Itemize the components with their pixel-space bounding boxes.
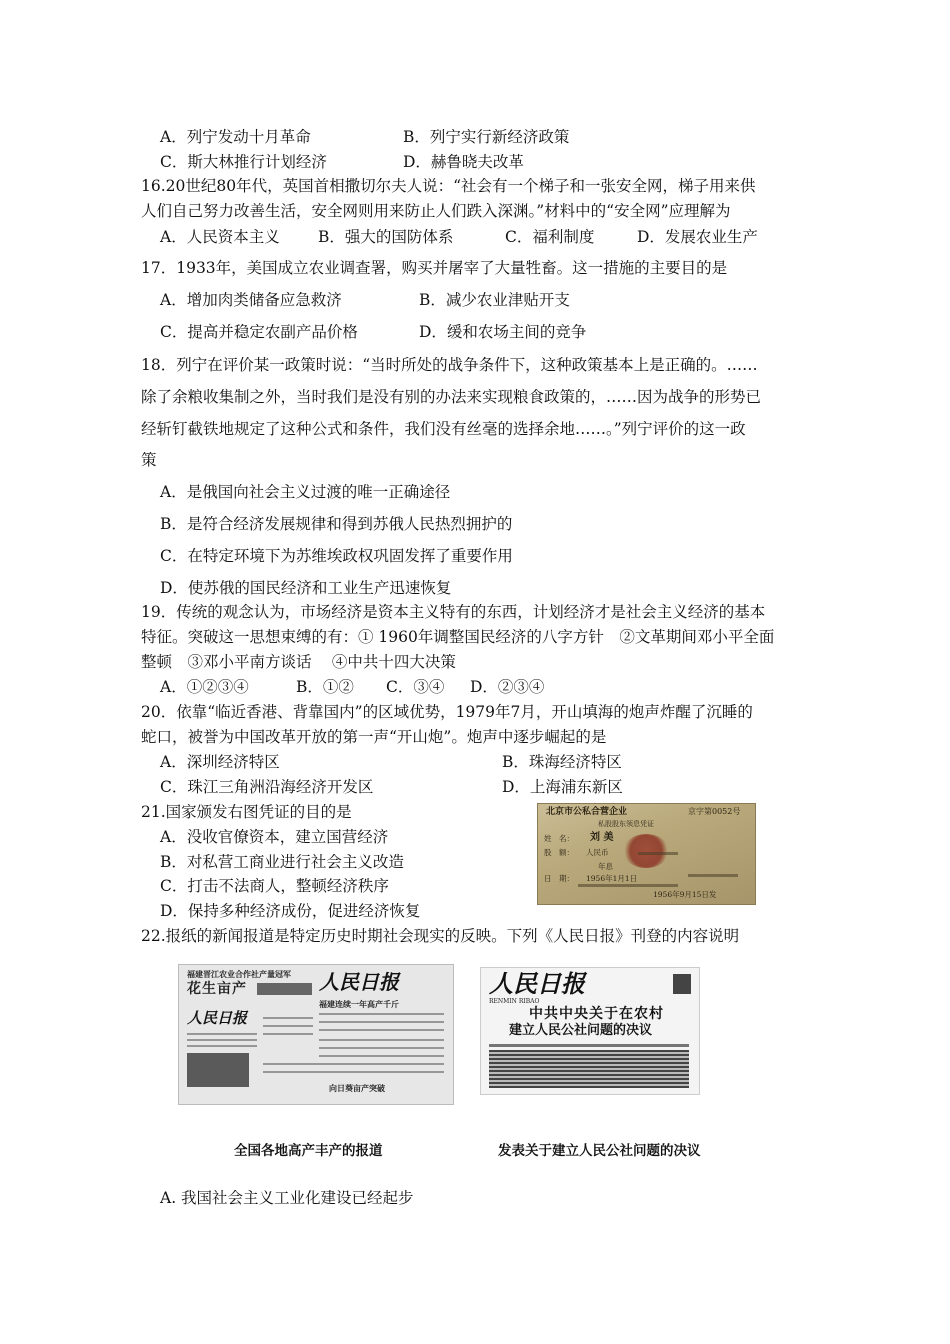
text-line <box>187 1033 257 1035</box>
paper1-big-headline: 花生亩产 <box>187 981 247 997</box>
q16-option-c: C．福利制度 <box>505 228 595 246</box>
handwriting-stroke <box>578 884 678 887</box>
q18-stem-line-2: 除了余粮收集制之外，当时我们是没有别的办法来实现粮食政策的，……因为战争的形势已 <box>141 388 762 406</box>
article-body-block <box>489 1050 689 1088</box>
q21-option-a: A．没收官僚资本，建立国营经济 <box>160 828 389 846</box>
q20-option-d: D．上海浦东新区 <box>502 778 623 796</box>
q15-option-c: C．斯大林推行计划经济 <box>160 153 327 171</box>
q18-stem-line-1: 18．列宁在评价某一政策时说：“当时所处的战争条件下，这种政策基本上是正确的。…… <box>141 356 758 374</box>
text-line <box>319 1029 444 1031</box>
q19-stem-line-1: 19．传统的观念认为，市场经济是资本主义特有的东西，计划经济才是社会主义经济的基本 <box>141 603 766 621</box>
text-line <box>263 1033 313 1035</box>
text-line <box>187 1045 257 1047</box>
q16-option-b: B．强大的国防体系 <box>318 228 454 246</box>
date-box <box>673 974 691 994</box>
caption-peoples-commune: 发表关于建立人民公社问题的决议 <box>498 1143 701 1159</box>
text-line <box>263 1071 444 1073</box>
certificate-amount-value: 人民币 <box>586 848 609 857</box>
q18-option-c: C．在特定环境下为苏维埃政权巩固发挥了重要作用 <box>160 547 513 565</box>
text-line <box>187 1039 257 1041</box>
q17-option-a: A．增加肉类储备应急救济 <box>160 291 342 309</box>
paper1-masthead: 人民日报 <box>319 970 399 994</box>
q15-option-b: B．列宁实行新经济政策 <box>403 128 570 146</box>
caption-high-yield: 全国各地高产丰产的报道 <box>234 1143 383 1159</box>
certificate-date-label: 日 期： <box>544 874 574 883</box>
text-line <box>319 1021 444 1023</box>
paper1-bottom-headline: 向日葵亩产突破 <box>329 1083 385 1093</box>
paper1-sub-headline: 福建连续一年高产千斤 <box>319 999 399 1009</box>
text-line <box>263 1025 313 1027</box>
q18-option-b: B．是符合经济发展规律和得到苏俄人民热烈拥护的 <box>160 515 513 533</box>
certificate-name-label: 姓 名： <box>544 834 574 843</box>
q17-option-d: D．缓和农场主间的竞争 <box>419 323 587 341</box>
certificate-date-value: 1956年1月1日 <box>586 874 638 883</box>
paper1-masthead-secondary: 人民日报 <box>187 1009 248 1027</box>
q20-option-a: A．深圳经济特区 <box>160 753 280 771</box>
q16-option-a: A．人民资本主义 <box>160 228 280 246</box>
certificate-header: 北京市公私合营企业 <box>546 807 628 817</box>
certificate-name-value: 刘 美 <box>590 832 614 843</box>
paper2-headline-2: 建立人民公社问题的决议 <box>509 1023 653 1038</box>
q21-option-b: B．对私营工商业进行社会主义改造 <box>160 853 404 871</box>
handwriting-stroke <box>688 874 738 877</box>
text-line <box>319 1039 444 1041</box>
q21-option-d: D．保持多种经济成份，促进经济恢复 <box>160 902 421 920</box>
certificate-year-label: 年息 <box>598 862 613 871</box>
q19-stem-line-2: 特征。突破这一思想束缚的有：① 1960年调整国民经济的八字方针 ②文革期间邓小平全面 <box>141 628 775 646</box>
q18-stem-line-4: 策 <box>141 451 157 469</box>
photo-block <box>187 1053 249 1087</box>
q22-option-a: A. 我国社会主义工业化建设已经起步 <box>160 1189 414 1207</box>
paper2-masthead: 人民日报 <box>489 969 585 998</box>
certificate-subheader: 私股股东领息凭证 <box>598 820 654 828</box>
q21-stem: 21.国家颁发右图凭证的目的是 <box>141 803 352 821</box>
q21-option-c: C．打击不法商人，整顿经济秩序 <box>160 877 389 895</box>
q20-stem-line-2: 蛇口，被誉为中国改革开放的第一声“开山炮”。炮声中逐步崛起的是 <box>141 728 607 746</box>
q17-stem: 17．1933年，美国成立农业调查署，购买并屠宰了大量牲畜。这一措施的主要目的是 <box>141 259 728 277</box>
q20-stem-line-1: 20．依靠“临近香港、背靠国内”的区域优势，1979年7月，开山填海的炮声炸醒了沉睡的 <box>141 703 753 721</box>
q17-option-c: C．提高并稳定农副产品价格 <box>160 323 358 341</box>
q19-option-a: A．①②③④ <box>160 678 249 696</box>
paper1-top-headline: 福建晋江农业合作社产量冠军 <box>187 969 291 979</box>
text-line <box>319 1055 444 1057</box>
q18-option-a: A．是俄国向社会主义过渡的唯一正确途径 <box>160 483 451 501</box>
text-line <box>263 1017 313 1019</box>
newspaper-high-yield-image <box>178 964 454 1105</box>
text-line <box>263 1063 444 1065</box>
paper2-masthead-pinyin: RENMIN RIBAO <box>489 998 540 1005</box>
headline-figure-block <box>257 983 312 995</box>
q19-stem-line-3: 整顿 ③邓小平南方谈话 ④中共十四大决策 <box>141 653 456 671</box>
red-seal-stamp <box>623 834 669 868</box>
handwriting-stroke <box>638 852 678 855</box>
q19-option-b: B．①② <box>296 678 354 696</box>
dividend-certificate-image <box>537 803 756 905</box>
paper2-headline-1: 中共中央关于在农村 <box>529 1006 664 1022</box>
q18-stem-line-3: 经斩钉截铁地规定了这种公式和条件，我们没有丝毫的选择余地……。”列宁评价的这一政 <box>141 420 746 438</box>
q20-option-b: B．珠海经济特区 <box>502 753 622 771</box>
certificate-number: 京字第0052号 <box>688 807 741 816</box>
certificate-amount-label: 股 额： <box>544 848 574 857</box>
text-line <box>319 1013 444 1015</box>
certificate-issued-date: 1956年9月15日发 <box>653 890 717 899</box>
text-line <box>319 1047 444 1049</box>
q19-option-c: C．③④ <box>386 678 445 696</box>
q15-option-a: A．列宁发动十月革命 <box>160 128 311 146</box>
text-line <box>489 1044 689 1047</box>
q16-stem-line-2: 人们自己努力改善生活，安全网则用来防止人们跌入深渊。”材料中的“安全网”应理解为 <box>141 202 731 220</box>
q16-stem-line-1: 16.20世纪80年代，英国首相撒切尔夫人说：“社会有一个梯子和一张安全网，梯子用来供 <box>141 177 756 195</box>
q22-stem: 22.报纸的新闻报道是特定历史时期社会现实的反映。下列《人民日报》刊登的内容说明 <box>141 927 740 945</box>
q19-option-d: D．②③④ <box>470 678 545 696</box>
q18-option-d: D．使苏俄的国民经济和工业生产迅速恢复 <box>160 579 452 597</box>
q20-option-c: C．珠江三角洲沿海经济开发区 <box>160 778 374 796</box>
newspaper-peoples-commune-image <box>480 967 700 1095</box>
q17-option-b: B．减少农业津贴开支 <box>419 291 570 309</box>
q16-option-d: D．发展农业生产 <box>637 228 758 246</box>
q15-option-d: D．赫鲁晓夫改革 <box>403 153 524 171</box>
